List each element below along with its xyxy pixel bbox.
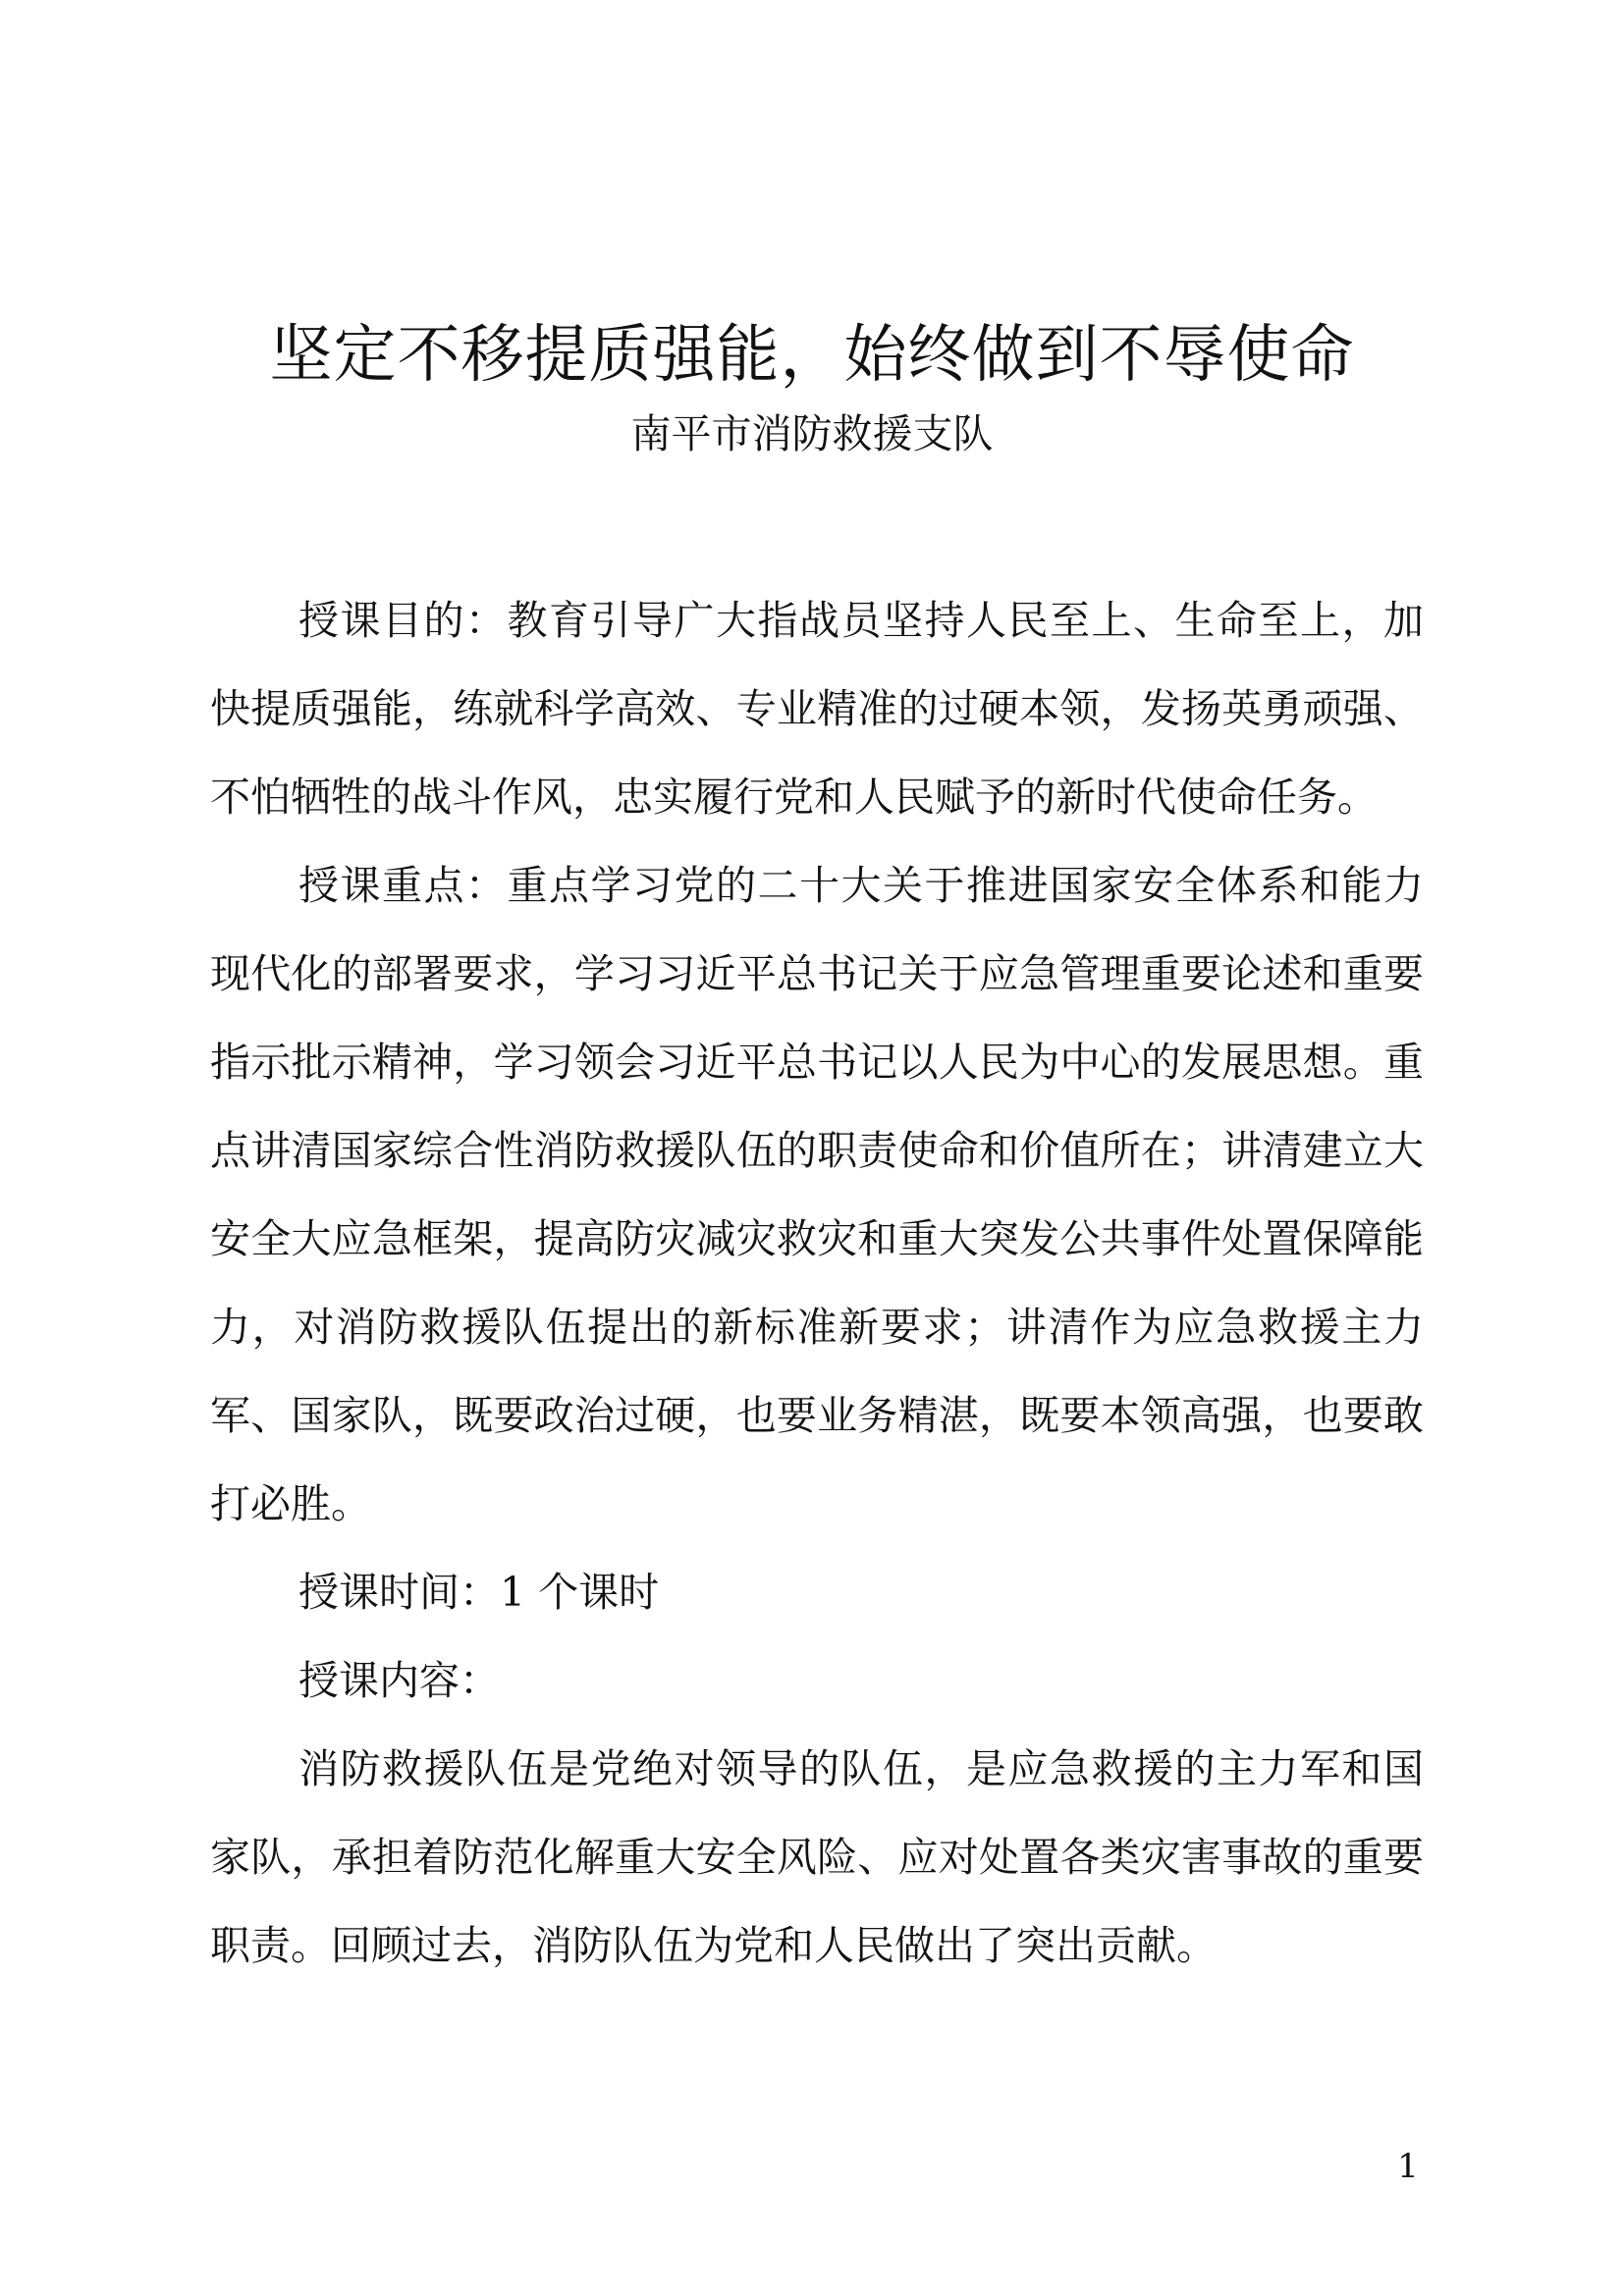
paragraph-time — [210, 1548, 1424, 1636]
document-title: 坚定不移提质强能，始终做到不辱使命 — [269, 319, 1355, 392]
document-subtitle: 南平市消防救援支队 — [630, 410, 994, 457]
paragraph-purpose: 授课目的：教育引导广大指战员坚持人民至上、生命至上，加快提质强能，练就科学高效、专业精准的过硬本领，发扬英勇顽强、不怕牺牲的战斗作风，忠实履行党和人民赋予的新时代使命任务。 — [210, 597, 1424, 821]
document-body — [210, 576, 1424, 1990]
time-value: 1 — [500, 1569, 526, 1616]
paragraph-content: 消防救援队伍是党绝对领导的队伍，是应急救援的主力军和国家队，承担着防范化解重大安全风险、应对处置各类灾害事故的重要职责。回顾过去，消防队伍为党和人民做出了突出贡献。 — [210, 1745, 1424, 1969]
page-number: 1 — [1397, 2147, 1419, 2186]
time-unit: 个课时 — [538, 1569, 660, 1616]
paragraph-focus: 授课重点：重点学习党的二十大关于推进国家安全体系和能力现代化的部署要求，学习习近平总书记关于应急管理重要论述和重要指示批示精神，学习领会习近平总书记以人民为中心的发展思想。重点讲清国家综合性消防救援队伍的职责使命和价值所在；讲清建立大安全大应急框架，提高防灾减灾救灾和重大突发公共事件处置保障能力，对消防救援队伍提出的新标准新要求；讲清作为应急救援主力军、国家队，既要政治过硬，也要业务精湛，既要本领高强，也要敢打必胜。 — [210, 862, 1424, 1527]
paragraph-content-label: 授课内容： — [298, 1657, 500, 1704]
time-label: 授课时间： — [298, 1569, 500, 1616]
